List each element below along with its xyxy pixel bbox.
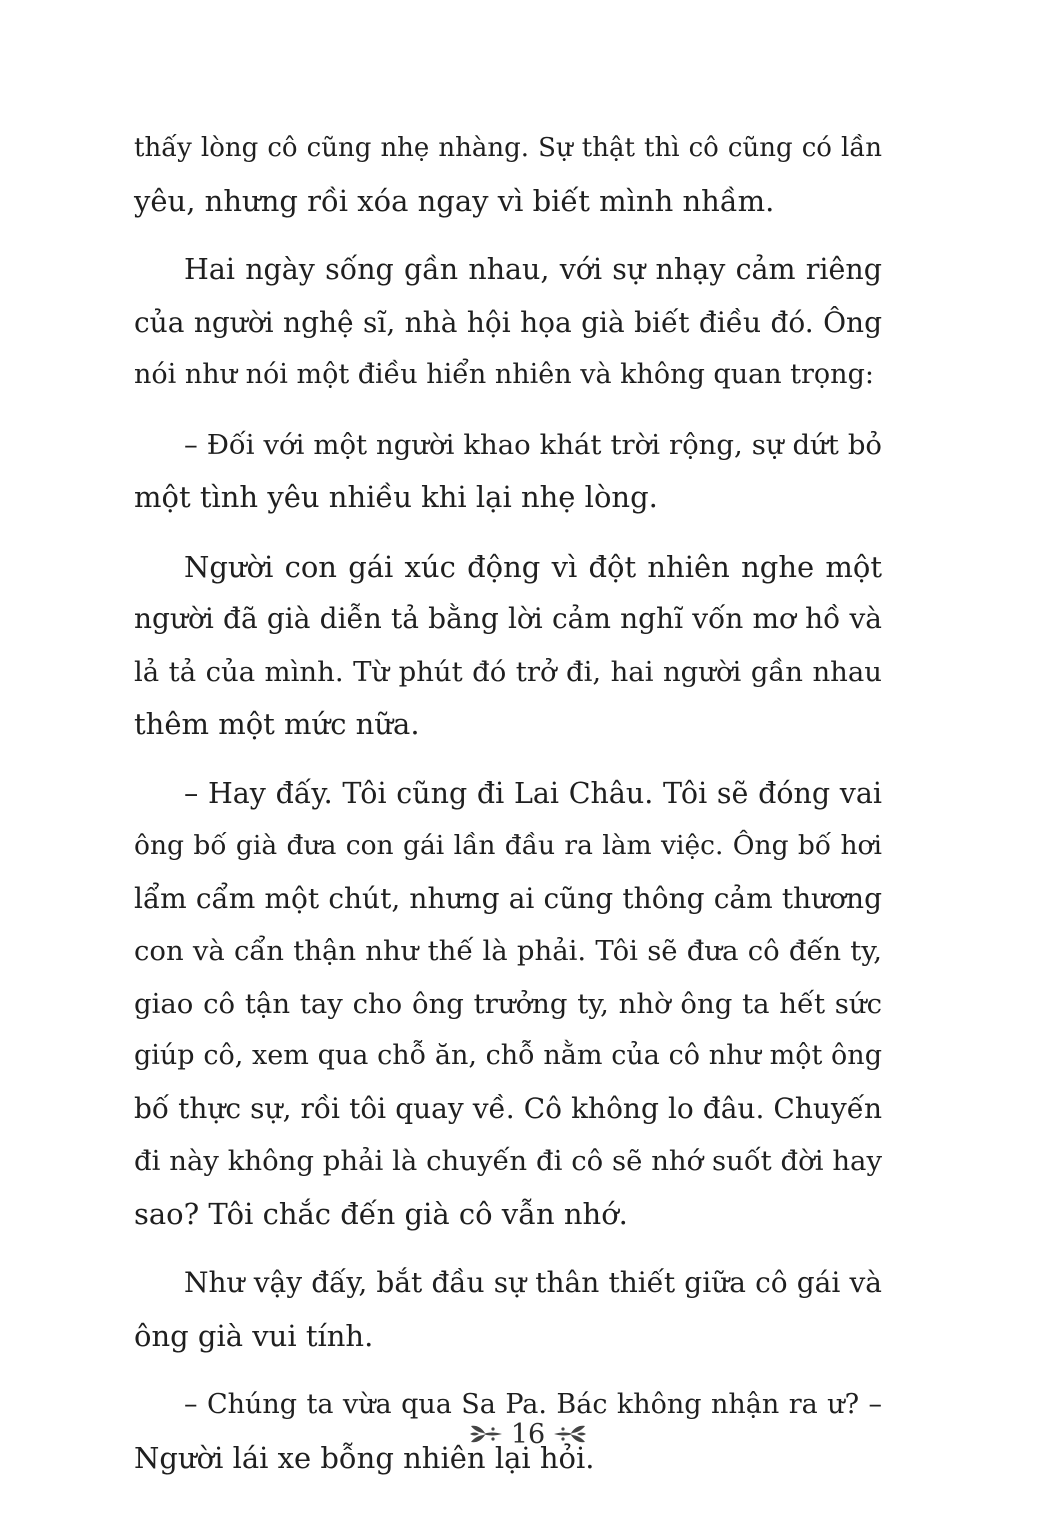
text-line: ông già vui tính.: [134, 1318, 374, 1353]
page-number: 16: [510, 1418, 546, 1450]
text-line: – Chúng ta vừa qua Sa Pa. Bác không nhận ra ư? –: [184, 1389, 882, 1420]
text-line: bố thực sự, rồi tôi quay về. Cô không lo đâu. Chuyến: [134, 1091, 882, 1125]
text-line: thấy lòng cô cũng nhẹ nhàng. Sự thật thì cô cũng có lần: [134, 133, 882, 163]
text-line: lẩm cẩm một chút, nhưng ai cũng thông cảm thương: [134, 881, 882, 915]
text-line: Người con gái xúc động vì đột nhiên nghe một: [184, 549, 882, 584]
paragraph: [134, 1257, 882, 1362]
text-line: ông bố già đưa con gái lần đầu ra làm việc. Ông bố hơi: [134, 830, 882, 861]
text-line: người đã già diễn tả bằng lời cảm nghĩ vốn mơ hồ và: [134, 602, 882, 635]
paragraph: [134, 541, 882, 751]
text-line: – Hay đấy. Tôi cũng đi Lai Châu. Tôi sẽ đóng vai: [184, 776, 882, 810]
text-line: Hai ngày sống gần nhau, với sự nhạy cảm riêng: [184, 253, 882, 286]
right-leaf-ornament-icon: [553, 1423, 587, 1445]
text-line: Như vậy đấy, bắt đầu sự thân thiết giữa cô gái và: [184, 1266, 882, 1299]
text-line: Người lái xe bỗng nhiên lại hỏi.: [134, 1440, 595, 1475]
text-line: – Đối với một người khao khát trời rộng, sự dứt bỏ: [184, 428, 882, 461]
text-line: giao cô tận tay cho ông trưởng ty, nhờ ông ta hết sức: [134, 987, 882, 1020]
paragraph: [134, 768, 882, 1241]
text-line: con và cẩn thận như thế là phải. Tôi sẽ đưa cô đến ty,: [134, 935, 882, 967]
text-line: một tình yêu nhiều khi lại nhẹ lòng.: [134, 480, 658, 514]
paragraph: [134, 244, 882, 402]
left-leaf-ornament-icon: [469, 1423, 503, 1445]
paragraph: [134, 419, 882, 524]
text-line: nói như nói một điều hiển nhiên và không quan trọng:: [134, 359, 874, 390]
page-footer: [0, 1412, 1056, 1456]
text-line: giúp cô, xem qua chỗ ăn, chỗ nằm của cô như một ông: [134, 1040, 882, 1071]
paragraph: [134, 122, 882, 227]
text-line: của người nghệ sĩ, nhà hội họa già biết điều đó. Ông: [134, 305, 882, 339]
text-line: sao? Tôi chắc đến già cô vẫn nhớ.: [134, 1196, 628, 1231]
text-line: lả tả của mình. Từ phút đó trở đi, hai người gần nhau: [134, 655, 882, 688]
text-line: thêm một mức nữa.: [134, 707, 420, 741]
body-text: [134, 122, 882, 1501]
text-line: yêu, nhưng rồi xóa ngay vì biết mình nhầm.: [134, 183, 775, 218]
text-line: đi này không phải là chuyến đi cô sẽ nhớ suốt đời hay: [134, 1145, 882, 1177]
